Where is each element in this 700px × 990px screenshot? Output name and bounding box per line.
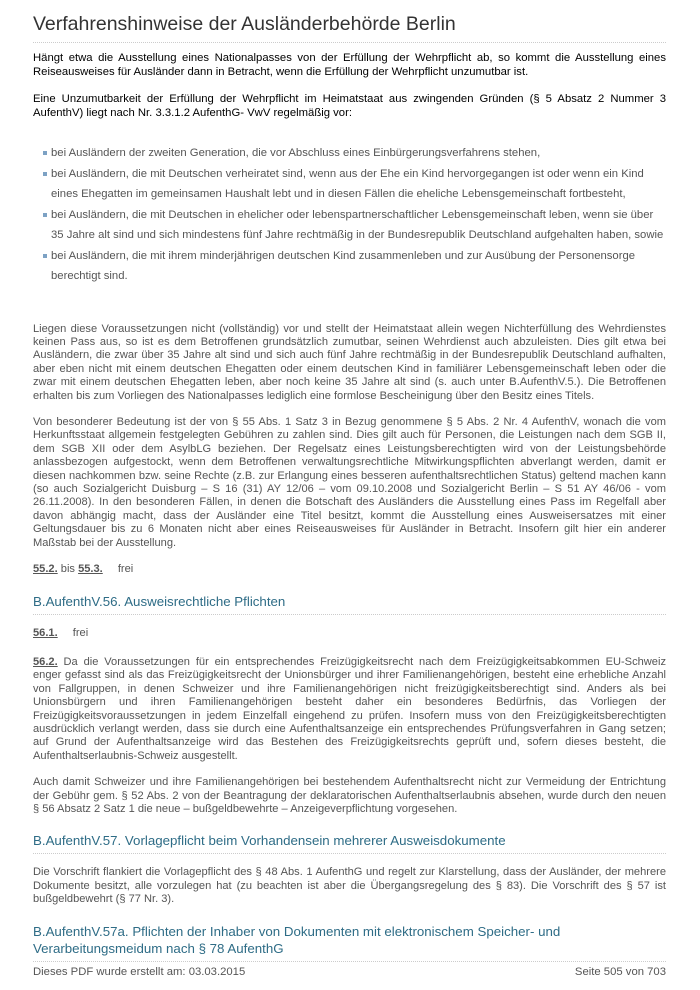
footer-page-number: Seite 505 von 703	[574, 966, 666, 978]
footer-created-date: Dieses PDF wurde erstellt am: 03.03.2015	[33, 966, 246, 978]
ref-56-1-line	[33, 627, 666, 639]
list-item: bei Ausländern, die mit Deutschen verheiratet sind, wenn aus der Ehe ein Kind hervorgegangen ist oder wenn ein Kind eines Ehegatten im gemeinsamen Haushalt lebt und in diesen Fällen die eheliche Lebensgemeinschaft fortbesteht,	[43, 164, 666, 205]
item-56-2-paragraph: 56.2. Da die Voraussetzungen für ein entsprechendes Freizügigkeitsrecht nach dem Freizügigkeitsabkommen EU-Schweiz enger gefasst sind als das Freizügigkeitsrecht der Unionsbürger und ihrer Familienangehörigen, besteht eine erhebliche Anzahl von Fallgruppen, in denen Schweizer und ihre Familienangehörigen nicht freizügigkeitsberechtigt sind. Anders als bei Unionsbürgern und ihren Familienangehörigen besteht daher ein besonderes Bedürfnis, das Vorliegen der Freizügigkeitsvoraussetzungen in jedem Einzelfall eingehend zu prüfen. Insofern muss von den Freizügigkeitsberechtigten ausdrücklich verlangt werden, dass sie durch eine Aufenthaltsanzeige ein entsprechendes Prüfungsverfahren in Gang setzen; auf Grund der Aufenthaltsanzeige wird das Bestehen des Freizügigkeitsrechts geprüft und, sofern dieses besteht, die Aufenthaltserlaubnis-Schweiz ausgestellt.	[33, 656, 666, 762]
body-paragraph: Liegen diese Voraussetzungen nicht (vollständig) vor und stellt der Heimatstaat allein wegen Nichterfüllung des Wehrdienstes keinen Pass aus, so ist es dem Betroffenen grundsätzlich zumutbar, seinen Wehrdienst auch abzuleisten. Dies gilt etwa bei Ausländern, die zwar über 35 Jahre alt sind und sich auch fünf Jahre rechtmäßig in der Bundesrepublik Deutschland aufhalten, aber eben nicht mit einem deutschen Ehegatten oder einem deutschen Kind in familiärer Lebensgemeinschaft leben oder die zwar mit einem deutschen Ehegatten leben, aber noch keine 35 Jahre alt sind (s. auch unter B.AufenthV.5.). Die Betroffenen erhalten bis zum Vorliegen des Nationalpasses lediglich eine formlose Bescheinigung über den Besitz eines Titels.	[33, 322, 666, 402]
document-page	[33, 12, 666, 974]
section-heading-57: B.AufenthV.57. Vorlagepflicht beim Vorhandensein mehrerer Ausweisdokumente	[33, 832, 666, 854]
bullet-square-icon	[43, 151, 47, 155]
ref-55-line	[33, 563, 666, 575]
ref-link-56-1[interactable]: 56.1.	[33, 627, 58, 639]
intro-paragraph-2: Eine Unzumutbarkeit der Erfüllung der Wehrpflicht im Heimatstaat aus zwingenden Gründen (§ 5 Absatz 2 Nummer 3 AufenthV) liegt nach Nr. 3.3.1.2 AufenthG- VwV regelmäßig vor:	[33, 93, 666, 119]
document-title: Verfahrenshinweise der Ausländerbehörde Berlin	[33, 12, 666, 43]
bullet-square-icon	[43, 172, 47, 176]
bullet-square-icon	[43, 254, 47, 258]
body-paragraph: Die Vorschrift flankiert die Vorlagepflicht des § 48 Abs. 1 AufenthG und regelt zur Klarstellung, dass der Ausländer, der mehrere Dokumente besitzt, alle vorzulegen hat (zu beachten ist aber die Übergangsregelung des § 83). Die Vorschrift des § 57 ist bußgeldbewehrt (§ 77 Nr. 3).	[33, 866, 666, 906]
list-item: bei Ausländern, die mit Deutschen in ehelicher oder lebenspartnerschaftlicher Lebensgemeinschaft leben, wenn sie über 35 Jahre alt sind und sich mindestens fünf Jahre rechtmäßig in der Bundesrepublik Deutschland aufgehalten haben, sowie	[43, 205, 666, 246]
body-paragraph: Von besonderer Bedeutung ist der von § 55 Abs. 1 Satz 3 in Bezug genommene § 5 Abs. 2 Nr. 4 AufenthV, wonach die vom Herkunftsstaat allgemein festgelegten Gebühren zu zahlen sind. Dies gilt auch für Personen, die Leistungen nach dem SGB II, dem SGB XII oder dem AsylbLG beziehen. Der Regelsatz eines Leistungsberechtigten wird von der Leistungsbehörde anlassbezogen aufgestockt, wenn dem Betroffenen verwaltungsrechtliche Mitwirkungspflichten abverlangt werden, damit er diesen nachkommen bzw. seine Rechte (z.B. zur Erlangung eines besseren aufenthaltsrechtlichen Status) geltend machen kann (so auch Sozialgericht Duisburg – S 16 (31) AY 12/06 – vom 09.10.2008 und Sozialgericht Berlin – S 51 AY 46/06 - vom 26.11.2008). In den besonderen Fällen, in denen die Botschaft des Ausländers die Ausstellung eines Pass im Regelfall aber davon abhängig macht, dass der Ausländer eine Titel besitzt, kommt die Ausstellung eines Ausweisersatzes mit einer Geltungsdauer bis zu 6 Monaten nicht aber eines Reiseausweises für Ausländer in Betracht. Insofern gilt hier ein anderer Maßstab bei der Ausstellung.	[33, 415, 666, 549]
list-item: bei Ausländern, die mit ihrem minderjährigen deutschen Kind zusammenleben und zur Ausübung der Personensorge berechtigt sind.	[43, 246, 666, 287]
intro-paragraph-1: Hängt etwa die Ausstellung eines Nationalpasses von der Erfüllung der Wehrpflicht ab, so kommt die Ausstellung eines Reiseausweises für Ausländer dann in Betracht, wenn die Erfüllung der Wehrpflicht unzumutbar ist.	[33, 52, 666, 78]
bullet-square-icon	[43, 213, 47, 217]
list-item: bei Ausländern der zweiten Generation, die vor Abschluss eines Einbürgerungsverfahrens stehen,	[43, 143, 666, 164]
section-heading-57a: B.AufenthV.57a. Pflichten der Inhaber von Dokumenten mit elektronischem Speicher- und Verarbeitungsmeidum nach § 78 AufenthG	[33, 923, 666, 962]
ref-56-1-text: frei	[72, 627, 89, 639]
ref-connector: bis	[60, 563, 75, 575]
ref-link-56-2[interactable]: 56.2.	[33, 656, 58, 668]
section-heading-56: B.AufenthV.56. Ausweisrechtliche Pflichten	[33, 593, 666, 615]
ref-link-55-2[interactable]: 55.2.	[33, 563, 58, 575]
ref-link-55-3[interactable]: 55.3.	[78, 563, 103, 575]
ref-55-text: frei	[117, 563, 134, 575]
conditions-list	[33, 143, 666, 287]
body-paragraph: Auch damit Schweizer und ihre Familienangehörigen bei bestehendem Aufenthaltsrecht nicht zur Vermeidung der Entrichtung der Gebühr gem. § 52 Abs. 2 von der Beantragung der deklaratorischen Aufenthaltserlaubnis absehen, wurde durch den neuen § 56 Absatz 2 Satz 1 die neue – bußgeldbewehrte – Anzeigeverpflichtung vorgesehen.	[33, 776, 666, 816]
